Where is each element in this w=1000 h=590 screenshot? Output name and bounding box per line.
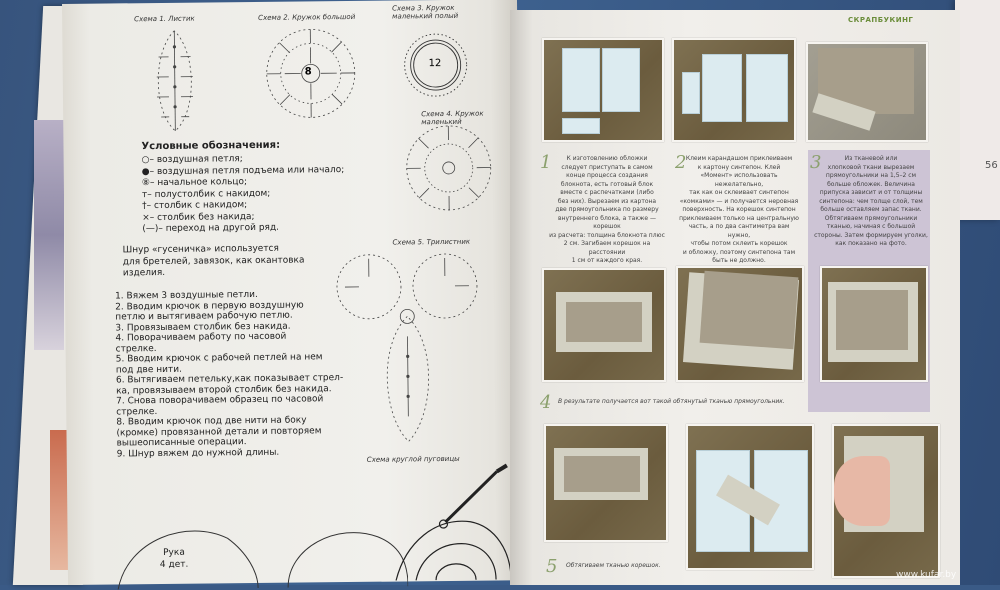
step-1-line: 2 см. Загибаем корешок на расстоянии <box>548 240 666 257</box>
step-2-line: к картону синтепон. Клей <box>678 164 800 173</box>
photo-step-5a <box>544 424 668 542</box>
photo-step-2 <box>672 38 796 142</box>
legend-item: ○– воздушная петля; <box>142 153 345 167</box>
step-1-line: вместе с распечатками (либо <box>548 189 666 198</box>
step-line: (кромке) провязанной детали и повторяем <box>116 425 366 438</box>
step-1-line: конце процесса создания <box>548 172 666 181</box>
step-3-line: хлопковой ткани вырезаем <box>814 164 928 173</box>
step-line: 2. Вводим крючок в первую воздушную <box>115 299 365 312</box>
photo-step-5c <box>832 424 940 578</box>
step-3-line: больше обложек. Величина <box>814 181 928 190</box>
section-title: СКРАПБУКИНГ <box>848 16 913 24</box>
step-3-line: синтепона: чем толще слой, тем <box>814 198 928 207</box>
step-3-line: припуска зависит и от толщины <box>814 189 928 198</box>
step-2-line: приклеиваем только на центральную <box>678 215 800 224</box>
step-line: 1. Вяжем 3 воздушные петли. <box>115 289 365 302</box>
intro-line: изделия. <box>123 266 305 279</box>
crochet-steps <box>115 289 367 460</box>
step-1-number: 1 <box>540 152 551 173</box>
photo-step-4a <box>542 268 666 382</box>
step-1-line: 1 см от каждого края. <box>548 257 666 266</box>
right-page <box>510 10 960 585</box>
step-3-line: прямоугольники на 1,5–2 см <box>814 172 928 181</box>
step-1-line: К изготовлению обложки <box>548 155 666 164</box>
step-2-line: быть не должно. <box>678 257 800 266</box>
step-line: стрелке. <box>116 341 366 354</box>
side-page-number: 56 <box>985 160 998 171</box>
legend-item: ●– воздушная петля подъема или начало; <box>142 165 345 179</box>
step-3-number: 3 <box>810 152 821 173</box>
big-ring-number: 8 <box>305 66 312 77</box>
button-diagram <box>385 461 516 582</box>
step-line: ка, провязываем второй столбик без накида. <box>116 383 366 396</box>
photo-step-1 <box>542 38 664 142</box>
step-line: 3. Провязываем столбик без накида. <box>115 320 365 333</box>
step-3-text <box>814 155 928 249</box>
step-5-number: 5 <box>546 556 557 577</box>
step-4-caption: В результате получается вот такой обтянутый тканью прямоугольник. <box>558 398 785 405</box>
small-ring-number: 12 <box>429 58 442 69</box>
pattern-outlines <box>107 496 408 589</box>
underlying-photo <box>34 120 64 350</box>
step-1-line: из расчета: толщина блокнота плюс <box>548 232 666 241</box>
step-2-text <box>678 155 800 266</box>
legend-item: ⑧– начальное кольцо; <box>142 176 345 190</box>
step-2-number: 2 <box>675 152 686 173</box>
small-circle-diagram <box>393 117 504 218</box>
step-1-line: две прямоугольника по размеру <box>548 206 666 215</box>
pattern-label <box>160 548 189 571</box>
intro-line: для бретелей, завязок, как окантовка <box>123 255 305 268</box>
step-line: 5. Вводим крючок с рабочей петлей на нем <box>116 352 366 365</box>
legend-title: Условные обозначения: <box>141 140 280 152</box>
pattern-label-line: 4 дет. <box>160 559 189 571</box>
step-line: 6. Вытягиваем петельку,как показывает стрел- <box>116 373 366 386</box>
step-2-line: и обложку, поэтому синтепона там <box>678 249 800 258</box>
step-1-text <box>548 155 666 266</box>
side-magazine-page <box>955 0 1000 220</box>
step-3-line: больше оставляем запас ткани. <box>814 206 928 215</box>
step-line: 4. Поворачиваем работу по часовой <box>115 331 365 344</box>
photo-step-4c <box>820 266 928 382</box>
scheme-5-label: Схема 5. Трилистник <box>392 238 470 247</box>
step-2-line: «комками» — и получается неровная <box>678 198 800 207</box>
step-4-number: 4 <box>540 392 551 413</box>
cord-intro <box>123 243 305 279</box>
step-2-line: Клеим карандашом приклеиваем <box>678 155 800 164</box>
scheme-4-label: Схема 4. Кружок маленький <box>421 109 518 126</box>
step-line: стрелке. <box>116 404 366 417</box>
photo-step-5b <box>686 424 814 570</box>
left-page <box>62 0 523 585</box>
step-3-line: Из тканевой или <box>814 155 928 164</box>
photo-step-4b <box>676 266 804 382</box>
step-5-caption: Обтягиваем тканью корешок. <box>566 562 661 569</box>
step-2-line: поверхность. На корешок синтепон <box>678 206 800 215</box>
legend-item: т– полустолбик с накидом; <box>142 188 345 202</box>
step-3-line: как показано на фото. <box>814 240 928 249</box>
photo-step-3 <box>806 42 928 142</box>
legend-item: (—)– переход на другой ряд. <box>142 222 345 236</box>
leaf-diagram <box>144 27 205 138</box>
intro-line: Шнур «гусеничка» используется <box>123 243 305 256</box>
step-2-line: часть, а по два сантиметра вам нужно, <box>678 223 800 240</box>
scheme-2-label: Схема 2. Кружок большой <box>258 13 355 22</box>
step-line: вышеописанные операции. <box>117 436 367 449</box>
legend-item: ×– столбик без накида; <box>142 211 345 225</box>
step-line: 9. Шнур вяжем до нужной длины. <box>117 446 367 459</box>
step-1-line: следует приступать в самом <box>548 164 666 173</box>
step-2-line: «Момент» использовать нежелательно, <box>678 172 800 189</box>
scheme-1-label: Схема 1. Листик <box>134 15 195 24</box>
step-1-line: блокнота, есть готовый блок <box>548 181 666 190</box>
step-3-line: стороны. Затем формируем уголки, <box>814 232 928 241</box>
legend-item: †– столбик с накидом; <box>142 199 345 213</box>
watermark: www.kufar.by <box>896 570 956 580</box>
step-line: 8. Вводим крючок под две нити на боку <box>116 415 366 428</box>
step-1-line: без них). Вырезаем из картона <box>548 198 666 207</box>
pattern-label-line: Рука <box>160 548 189 560</box>
scheme-3-label: Схема 3. Кружок маленький полый <box>392 4 462 21</box>
step-3-line: Обтягиваем прямоугольники <box>814 215 928 224</box>
step-line: петлю и вытягиваем рабочую петлю. <box>115 310 365 323</box>
step-2-line: так как он склеивает синтепон <box>678 189 800 198</box>
button-scheme-label: Схема круглой пуговицы <box>367 455 460 464</box>
legend-list <box>142 153 345 236</box>
step-line: под две нити. <box>116 362 366 375</box>
step-2-line: чтобы потом склеить корешок <box>678 240 800 249</box>
step-line: 7. Снова поворачиваем образец по часовой <box>116 394 366 407</box>
step-3-line: тканью, начиная с большой <box>814 223 928 232</box>
hand <box>834 456 890 526</box>
step-1-line: внутреннего блока, а также — корешок <box>548 215 666 232</box>
